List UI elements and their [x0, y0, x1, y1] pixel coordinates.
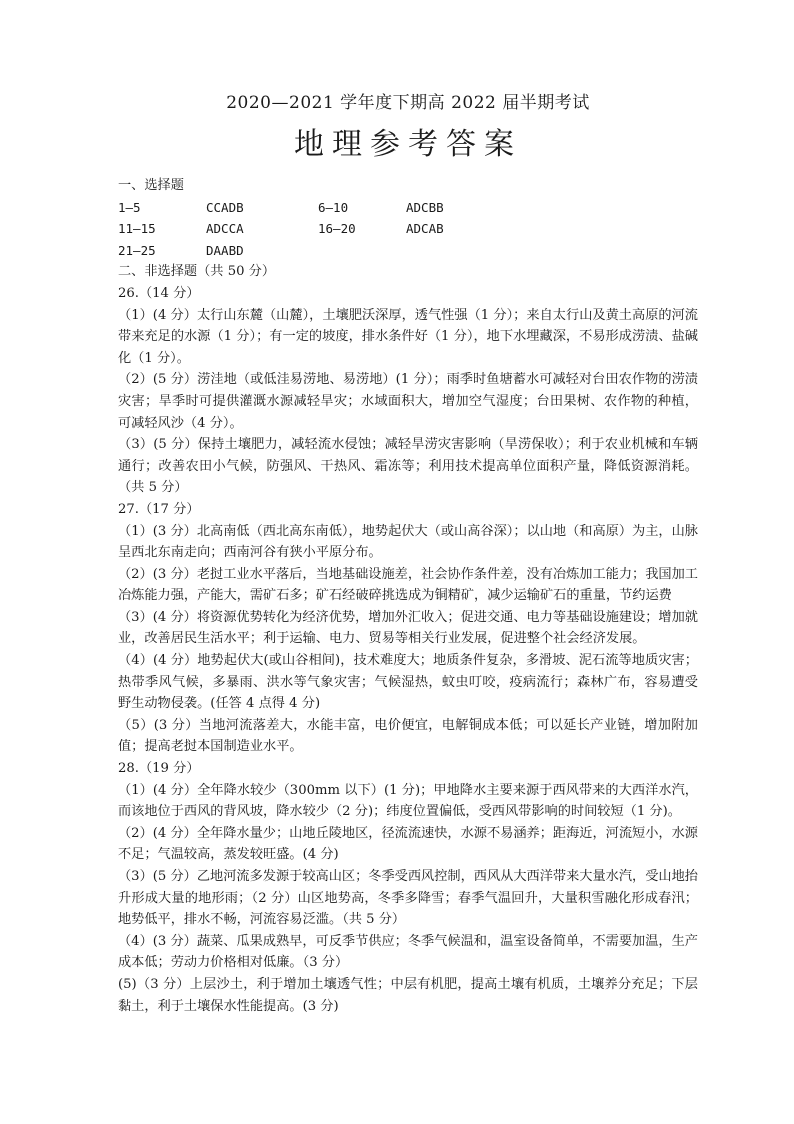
mc-range: 21—25 [118, 242, 156, 258]
mc-answers: CCADB [206, 199, 244, 215]
question-27-title: 27.（17 分） [118, 501, 200, 517]
question-28-title: 28.（19 分） [118, 761, 200, 777]
mc-answers: ADCCA [206, 221, 244, 237]
mc-answers: ADCBB [406, 199, 444, 215]
q27-answer-2: （2）(3 分）老挝工业水平落后，当地基础设施差，社会协作条件差，没有冶炼加工能力；我国加工冶炼能力强，产能大，需矿石多；矿石经破碎挑选成为铜精矿，减少运输矿石的重量，节约运费 [118, 566, 698, 604]
q28-answer-5: (5)（3 分）上层沙土，利于增加土壤透气性；中层有机肥，提高土壤有机质，土壤养分充足；下层黏土，利于土壤保水性能提高。(3 分) [118, 976, 698, 1014]
mc-answer-row [118, 197, 698, 219]
question-26-title: 26.（14 分） [118, 285, 200, 301]
q26-answer-1: （1）(4 分）太行山东麓（山麓），土壤肥沃深厚，透气性强（1 分）；来自太行山及黄土高原的河流带来充足的水源（1 分）；有一定的坡度，排水条件好（1 分），地下水埋藏深，不易形成涝渍、盐碱化（1 分）。 [118, 307, 698, 366]
q27-answer-5: （5）(3 分）当地河流落差大，水能丰富，电价便宜，电解铜成本低；可以延长产业链，增加附加值；提高老挝本国制造业水平。 [118, 717, 698, 755]
mc-range: 1—5 [118, 199, 141, 215]
section2-heading: 二、非选择题（共 50 分） [118, 264, 276, 280]
mc-answers: DAABD [206, 242, 244, 258]
mc-answer-row [118, 218, 698, 240]
q27-answer-4: （4）(4 分）地势起伏大(或山谷相间)，技术难度大；地质条件复杂，多滑坡、泥石流等地质灾害；热带季风气候，多暴雨、洪水等气象灾害；气候湿热，蚊虫叮咬，疫病流行；森林广布，容易遭受野生动物侵袭。(任答 4 点得 4 分) [118, 653, 698, 712]
mc-range: 16—20 [318, 221, 356, 237]
q28-answer-2: （2）(4 分）全年降水量少；山地丘陵地区，径流流速快，水源不易涵养；距海近，河流短小，水源不足；气温较高，蒸发较旺盛。(4 分) [118, 825, 698, 863]
section1-heading: 一、选择题 [118, 178, 184, 193]
document-title: 地理参考答案 [294, 127, 522, 162]
mc-answer-row [118, 240, 698, 262]
q26-answer-3: （3）(5 分）保持土壤肥力，减轻流水侵蚀；减轻旱涝灾害影响（旱涝保收）；利于农业机械和车辆通行；改善农田小气候，防强风、干热风、霜冻等；利用技术提高单位面积产量，降低资源消耗。（共 5 分） [118, 437, 698, 496]
mc-answers: ADCAB [406, 221, 444, 237]
q27-answer-1: （1）(3 分）北高南低（西北高东南低），地势起伏大（或山高谷深）；以山地（和高原）为主，山脉呈西北东南走向；西南河谷有狭小平原分布。 [118, 523, 698, 561]
q27-answer-3: （3）(4 分）将资源优势转化为经济优势，增加外汇收入；促进交通、电力等基础设施建设；增加就业，改善居民生活水平；利于运输、电力、贸易等相关行业发展，促进整个社会经济发展。 [118, 609, 698, 647]
q26-answer-2: （2）(5 分）涝洼地（或低洼易涝地、易涝地）(1 分）；雨季时鱼塘蓄水可减轻对台田农作物的涝渍灾害；旱季时可提供灌溉水源减轻旱灾；水域面积大，增加空气湿度；台田果树、农作物的种植，可减轻风沙（4 分）。 [118, 372, 698, 431]
q28-answer-1: （1）(4 分）全年降水较少（300mm 以下）(1 分)；甲地降水主要来源于西风带来的大西洋水汽，而该地位于西风的背风坡，降水较少（2 分)；纬度位置偏低，受西风带影响的时间较短（1 分)。 [118, 782, 698, 820]
exam-title: 2020—2021 学年度下期高 2022 届半期考试 [226, 93, 590, 113]
q28-answer-3: （3）(5 分）乙地河流多发源于较高山区；冬季受西风控制，西风从大西洋带来大量水汽，受山地抬升形成大量的地形雨；（2 分）山区地势高，冬季多降雪；春季气温回升，大量积雪融化形成春汛；地势低平，排水不畅，河流容易泛滥。（共 5 分） [118, 869, 698, 928]
mc-range: 11—15 [118, 221, 156, 237]
q28-answer-4: （4）(3 分）蔬菜、瓜果成熟早，可反季节供应；冬季气候温和，温室设备简单，不需要加温，生产成本低；劳动力价格相对低廉。（3 分） [118, 933, 698, 971]
mc-range: 6—10 [318, 199, 349, 215]
